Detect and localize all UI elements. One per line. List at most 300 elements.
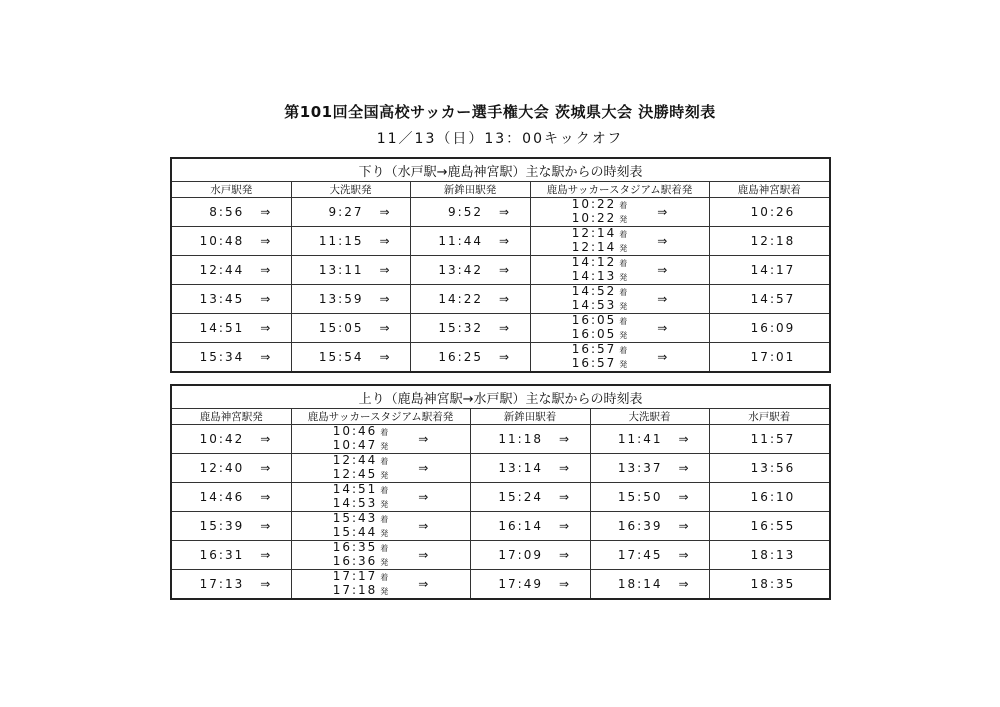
arrow-icon: ⇒ <box>678 490 689 504</box>
time-cell-content <box>411 198 530 226</box>
time-cell-content <box>591 454 709 482</box>
time-value: 16:10 <box>750 490 796 504</box>
time-cell <box>171 483 291 512</box>
column-header: 水戸駅着 <box>709 409 830 425</box>
arrow-icon: ⇒ <box>657 321 668 335</box>
time-value: 15:05 <box>318 321 364 335</box>
time-cell-content <box>292 314 410 342</box>
time-cell <box>709 425 830 454</box>
time-value: 13:42 <box>438 263 483 277</box>
time-cell <box>171 198 291 227</box>
time-cell-content <box>591 570 709 598</box>
time-cell-content <box>591 541 709 569</box>
up-table-caption: 上り（鹿島神宮駅→水戸駅）主な駅からの時刻表 <box>171 385 830 409</box>
time-value: 15:32 <box>438 321 483 335</box>
down-table-caption: 下り（水戸駅→鹿島神宮駅）主な駅からの時刻表 <box>171 158 830 182</box>
departure-tag: 発 <box>619 302 628 311</box>
arrival-line <box>333 512 389 526</box>
time-cell <box>709 454 830 483</box>
time-cell-content <box>591 512 709 540</box>
departure-line <box>572 212 628 226</box>
arrow-icon: ⇒ <box>498 350 509 364</box>
arrive-depart-cell <box>291 541 470 570</box>
column-header: 鹿島神宮駅発 <box>171 409 291 425</box>
arrive-depart-times <box>572 198 628 226</box>
departure-line <box>572 357 628 371</box>
time-value: 14:17 <box>750 263 796 277</box>
time-value: 17:45 <box>617 548 663 562</box>
column-header: 新鉾田駅着 <box>470 409 590 425</box>
arrival-tag: 着 <box>380 486 389 495</box>
arrow-icon: ⇒ <box>260 461 271 475</box>
time-cell <box>171 227 291 256</box>
time-cell-content <box>591 483 709 511</box>
departure-tag: 発 <box>380 587 389 596</box>
time-value: 15:54 <box>318 350 364 364</box>
arrow-icon: ⇒ <box>379 234 390 248</box>
time-value: 12:44 <box>199 263 245 277</box>
arrow-icon: ⇒ <box>678 548 689 562</box>
arrival-time: 15:43 <box>332 511 378 525</box>
time-cell-content <box>411 227 530 255</box>
time-value: 14:57 <box>750 292 796 306</box>
arrow-icon: ⇒ <box>260 490 271 504</box>
arrow-icon: ⇒ <box>657 350 668 364</box>
column-header: 大洗駅着 <box>590 409 709 425</box>
time-cell <box>410 227 530 256</box>
down-timetable <box>170 157 831 373</box>
arrive-depart-cell <box>530 285 709 314</box>
time-value: 16:55 <box>750 519 796 533</box>
arrow-icon: ⇒ <box>260 263 271 277</box>
departure-time: 16:05 <box>571 327 617 341</box>
time-cell <box>171 285 291 314</box>
table-row <box>171 454 830 483</box>
departure-tag: 発 <box>380 471 389 480</box>
arrival-line <box>572 227 628 241</box>
column-header: 大洗駅発 <box>291 182 410 198</box>
time-cell-content <box>172 454 291 482</box>
arrow-icon: ⇒ <box>418 461 429 475</box>
arrow-icon: ⇒ <box>558 490 569 504</box>
arrival-tag: 着 <box>380 515 389 524</box>
departure-tag: 発 <box>619 273 628 282</box>
arrival-line <box>572 343 628 357</box>
time-cell-content <box>710 425 830 453</box>
arrival-time: 12:14 <box>571 226 617 240</box>
time-value: 14:46 <box>199 490 245 504</box>
arrival-time: 16:35 <box>332 540 378 554</box>
arrow-icon: ⇒ <box>260 234 271 248</box>
arrive-depart-times <box>572 285 628 313</box>
arrival-time: 14:52 <box>571 284 617 298</box>
arrival-line <box>572 285 628 299</box>
time-cell-content <box>710 570 830 598</box>
time-cell-content <box>172 541 291 569</box>
arrive-depart-content <box>531 256 709 284</box>
time-cell-content <box>411 256 530 284</box>
time-value: 9:52 <box>448 205 483 219</box>
arrow-icon: ⇒ <box>657 263 668 277</box>
time-cell-content <box>411 343 530 371</box>
arrival-tag: 着 <box>380 544 389 553</box>
time-cell-content <box>172 227 291 255</box>
time-value: 17:09 <box>498 548 543 562</box>
arrival-tag: 着 <box>619 317 628 326</box>
time-value: 15:50 <box>617 490 663 504</box>
time-value: 13:45 <box>199 292 245 306</box>
arrive-depart-content <box>531 343 709 371</box>
time-cell <box>171 541 291 570</box>
departure-time: 16:36 <box>332 554 378 568</box>
time-cell <box>709 256 830 285</box>
table-row <box>171 425 830 454</box>
departure-time: 14:53 <box>571 298 617 312</box>
departure-line <box>333 439 389 453</box>
time-cell <box>171 454 291 483</box>
arrive-depart-times <box>572 256 628 284</box>
time-cell <box>291 256 410 285</box>
departure-tag: 発 <box>619 244 628 253</box>
time-value: 12:40 <box>199 461 245 475</box>
arrival-time: 16:05 <box>571 313 617 327</box>
arrow-icon: ⇒ <box>678 461 689 475</box>
kickoff-subtitle: 11／13（日）13：00キックオフ <box>376 131 624 147</box>
arrow-icon: ⇒ <box>498 292 509 306</box>
table-row <box>171 285 830 314</box>
arrive-depart-content <box>292 570 470 598</box>
time-cell-content <box>172 343 291 371</box>
time-cell <box>590 483 709 512</box>
arrive-depart-times <box>572 227 628 255</box>
time-cell-content <box>172 314 291 342</box>
arrive-depart-times <box>333 512 389 540</box>
arrow-icon: ⇒ <box>379 292 390 306</box>
arrive-depart-times <box>333 541 389 569</box>
time-value: 18:35 <box>750 577 796 591</box>
time-cell <box>470 541 590 570</box>
departure-line <box>572 270 628 284</box>
departure-time: 10:22 <box>571 211 617 225</box>
departure-tag: 発 <box>619 331 628 340</box>
arrival-time: 12:44 <box>332 453 378 467</box>
time-cell <box>291 198 410 227</box>
time-cell <box>171 343 291 373</box>
time-cell-content <box>172 425 291 453</box>
arrival-tag: 着 <box>380 457 389 466</box>
table-row <box>171 227 830 256</box>
time-cell <box>171 425 291 454</box>
arrive-depart-content <box>531 227 709 255</box>
time-cell-content <box>292 285 410 313</box>
time-cell-content <box>471 541 590 569</box>
arrive-depart-times <box>333 570 389 598</box>
departure-line <box>333 555 389 569</box>
arrive-depart-content <box>531 314 709 342</box>
time-cell-content <box>172 512 291 540</box>
time-value: 18:13 <box>750 548 796 562</box>
arrival-line <box>572 198 628 212</box>
arrow-icon: ⇒ <box>260 548 271 562</box>
arrow-icon: ⇒ <box>657 205 668 219</box>
arrival-line <box>333 483 389 497</box>
departure-tag: 発 <box>380 558 389 567</box>
arrow-icon: ⇒ <box>260 577 271 591</box>
time-cell <box>709 343 830 373</box>
departure-time: 15:44 <box>332 525 378 539</box>
time-cell-content <box>471 512 590 540</box>
arrow-icon: ⇒ <box>498 205 509 219</box>
arrival-tag: 着 <box>619 201 628 210</box>
departure-line <box>572 241 628 255</box>
departure-line <box>333 584 389 598</box>
time-cell-content <box>710 285 830 313</box>
time-value: 11:44 <box>438 234 483 248</box>
time-value: 11:15 <box>318 234 364 248</box>
time-value: 15:34 <box>199 350 245 364</box>
page-title: 第101回全国高校サッカー選手権大会 茨城県大会 決勝時刻表 <box>284 103 716 121</box>
arrival-tag: 着 <box>380 573 389 582</box>
time-value: 14:22 <box>438 292 483 306</box>
time-cell-content <box>172 483 291 511</box>
time-value: 16:09 <box>750 321 796 335</box>
departure-tag: 発 <box>380 442 389 451</box>
time-value: 10:48 <box>199 234 245 248</box>
time-cell <box>470 454 590 483</box>
time-cell-content <box>292 198 410 226</box>
time-value: 13:59 <box>318 292 364 306</box>
time-cell <box>291 285 410 314</box>
arrive-depart-cell <box>291 483 470 512</box>
time-cell-content <box>710 227 830 255</box>
departure-time: 12:14 <box>571 240 617 254</box>
time-value: 12:18 <box>750 234 796 248</box>
time-cell-content <box>172 570 291 598</box>
time-cell <box>590 512 709 541</box>
time-value: 11:18 <box>498 432 543 446</box>
arrow-icon: ⇒ <box>418 577 429 591</box>
arrive-depart-cell <box>530 227 709 256</box>
arrival-line <box>333 541 389 555</box>
arrow-icon: ⇒ <box>418 432 429 446</box>
arrow-icon: ⇒ <box>558 548 569 562</box>
arrival-tag: 着 <box>380 428 389 437</box>
arrival-time: 16:57 <box>571 342 617 356</box>
arrive-depart-cell <box>291 425 470 454</box>
arrow-icon: ⇒ <box>260 519 271 533</box>
arrow-icon: ⇒ <box>498 234 509 248</box>
time-cell <box>470 512 590 541</box>
time-value: 17:01 <box>750 350 796 364</box>
time-value: 17:13 <box>199 577 245 591</box>
time-cell-content <box>710 256 830 284</box>
arrival-time: 10:46 <box>332 424 378 438</box>
time-value: 15:24 <box>498 490 543 504</box>
time-cell <box>291 343 410 373</box>
time-cell-content <box>172 256 291 284</box>
time-value: 13:11 <box>318 263 364 277</box>
table-row <box>171 570 830 600</box>
time-cell-content <box>710 314 830 342</box>
departure-time: 10:47 <box>332 438 378 452</box>
arrive-depart-content <box>292 454 470 482</box>
arrival-time: 14:51 <box>332 482 378 496</box>
arrow-icon: ⇒ <box>260 350 271 364</box>
table-row <box>171 198 830 227</box>
time-cell <box>590 570 709 600</box>
time-cell-content <box>710 454 830 482</box>
time-cell-content <box>172 198 291 226</box>
column-header: 水戸駅発 <box>171 182 291 198</box>
time-cell <box>171 512 291 541</box>
time-cell <box>410 256 530 285</box>
time-cell <box>709 285 830 314</box>
departure-time: 16:57 <box>571 356 617 370</box>
arrow-icon: ⇒ <box>558 432 569 446</box>
arrow-icon: ⇒ <box>657 234 668 248</box>
arrive-depart-content <box>531 285 709 313</box>
time-cell-content <box>710 483 830 511</box>
time-cell-content <box>591 425 709 453</box>
time-cell-content <box>292 227 410 255</box>
arrive-depart-content <box>531 198 709 226</box>
arrive-depart-cell <box>530 314 709 343</box>
arrive-depart-cell <box>530 256 709 285</box>
arrive-depart-cell <box>530 343 709 373</box>
time-cell <box>590 454 709 483</box>
table-row <box>171 343 830 373</box>
time-value: 11:41 <box>617 432 663 446</box>
arrow-icon: ⇒ <box>379 350 390 364</box>
arrive-depart-times <box>572 314 628 342</box>
arrow-icon: ⇒ <box>379 205 390 219</box>
time-cell <box>470 483 590 512</box>
time-cell-content <box>292 256 410 284</box>
time-value: 8:56 <box>209 205 245 219</box>
time-cell <box>590 541 709 570</box>
time-cell <box>410 198 530 227</box>
arrival-line <box>333 570 389 584</box>
arrow-icon: ⇒ <box>558 577 569 591</box>
departure-time: 14:13 <box>571 269 617 283</box>
time-cell-content <box>411 314 530 342</box>
arrival-time: 10:22 <box>571 197 617 211</box>
arrive-depart-content <box>292 541 470 569</box>
arrow-icon: ⇒ <box>418 519 429 533</box>
arrival-line <box>572 256 628 270</box>
departure-tag: 発 <box>619 215 628 224</box>
time-cell <box>291 227 410 256</box>
time-cell-content <box>471 454 590 482</box>
time-value: 11:57 <box>750 432 796 446</box>
departure-line <box>572 299 628 313</box>
arrive-depart-content <box>292 512 470 540</box>
time-cell-content <box>411 285 530 313</box>
arrow-icon: ⇒ <box>678 432 689 446</box>
arrow-icon: ⇒ <box>558 519 569 533</box>
time-cell-content <box>471 570 590 598</box>
arrive-depart-content <box>292 425 470 453</box>
time-cell <box>709 227 830 256</box>
arrow-icon: ⇒ <box>379 263 390 277</box>
time-cell <box>709 314 830 343</box>
departure-time: 14:53 <box>332 496 378 510</box>
time-value: 18:14 <box>617 577 663 591</box>
time-cell <box>590 425 709 454</box>
departure-time: 17:18 <box>332 583 378 597</box>
arrow-icon: ⇒ <box>260 205 271 219</box>
arrive-depart-cell <box>291 454 470 483</box>
time-cell <box>709 198 830 227</box>
time-value: 10:26 <box>750 205 796 219</box>
arrow-icon: ⇒ <box>418 548 429 562</box>
time-cell-content <box>172 285 291 313</box>
time-cell <box>709 541 830 570</box>
time-cell-content <box>471 483 590 511</box>
time-cell <box>171 570 291 600</box>
arrive-depart-cell <box>530 198 709 227</box>
arrow-icon: ⇒ <box>379 321 390 335</box>
arrive-depart-times <box>333 483 389 511</box>
arrive-depart-times <box>572 343 628 371</box>
departure-tag: 発 <box>619 360 628 369</box>
departure-time: 12:45 <box>332 467 378 481</box>
arrival-line <box>572 314 628 328</box>
time-value: 13:37 <box>617 461 663 475</box>
arrival-time: 14:12 <box>571 255 617 269</box>
departure-line <box>333 468 389 482</box>
time-value: 17:49 <box>498 577 543 591</box>
table-row <box>171 256 830 285</box>
arrival-line <box>333 454 389 468</box>
time-cell <box>410 314 530 343</box>
arrival-tag: 着 <box>619 288 628 297</box>
arrow-icon: ⇒ <box>498 321 509 335</box>
time-cell-content <box>710 541 830 569</box>
departure-line <box>333 526 389 540</box>
arrival-time: 17:17 <box>332 569 378 583</box>
arrow-icon: ⇒ <box>260 432 271 446</box>
table-row <box>171 483 830 512</box>
column-header: 鹿島サッカースタジアム駅着発 <box>291 409 470 425</box>
arrow-icon: ⇒ <box>678 519 689 533</box>
arrive-depart-times <box>333 425 389 453</box>
time-value: 9:27 <box>328 205 364 219</box>
time-cell <box>709 512 830 541</box>
arrive-depart-content <box>292 483 470 511</box>
time-cell-content <box>710 343 830 371</box>
departure-line <box>333 497 389 511</box>
arrival-tag: 着 <box>619 230 628 239</box>
column-header: 鹿島サッカースタジアム駅着発 <box>530 182 709 198</box>
arrive-depart-cell <box>291 512 470 541</box>
arrow-icon: ⇒ <box>260 292 271 306</box>
time-value: 13:14 <box>498 461 543 475</box>
arrow-icon: ⇒ <box>657 292 668 306</box>
time-value: 16:39 <box>617 519 663 533</box>
table-row <box>171 541 830 570</box>
arrival-line <box>333 425 389 439</box>
time-cell-content <box>710 512 830 540</box>
departure-tag: 発 <box>380 529 389 538</box>
arrow-icon: ⇒ <box>558 461 569 475</box>
arrival-tag: 着 <box>619 346 628 355</box>
time-value: 13:56 <box>750 461 796 475</box>
time-cell-content <box>471 425 590 453</box>
time-cell <box>171 314 291 343</box>
time-cell-content <box>710 198 830 226</box>
arrive-depart-cell <box>291 570 470 600</box>
